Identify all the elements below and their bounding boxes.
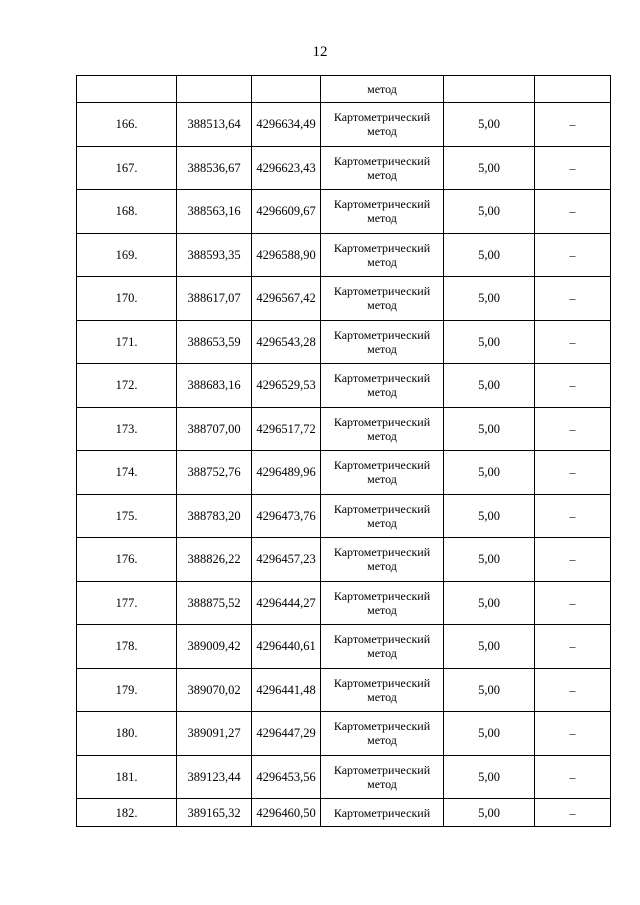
- cell-x: 389070,02: [177, 668, 252, 712]
- cell-y: 4296489,96: [252, 451, 321, 495]
- cell-note: –: [535, 755, 611, 799]
- cell-method: Картометрический метод: [321, 146, 444, 190]
- cell-number: 167.: [77, 146, 177, 190]
- cell-method: Картометрический метод: [321, 190, 444, 234]
- cell-x: 389123,44: [177, 755, 252, 799]
- cell-number: 182.: [77, 799, 177, 827]
- table-row: [77, 581, 611, 625]
- table-row: [77, 320, 611, 364]
- cell-x: 389165,32: [177, 799, 252, 827]
- cell-method: Картометрический метод: [321, 755, 444, 799]
- coordinates-table-body: [77, 76, 611, 827]
- cell-note: –: [535, 581, 611, 625]
- cell-note: –: [535, 277, 611, 321]
- table-row: [77, 190, 611, 234]
- page-number: 12: [312, 44, 328, 60]
- cell-note: –: [535, 494, 611, 538]
- cell-precision: 5,00: [444, 103, 535, 147]
- cell-number: 175.: [77, 494, 177, 538]
- cell-note: –: [535, 146, 611, 190]
- cell-x: 388536,67: [177, 146, 252, 190]
- table-row: [77, 799, 611, 827]
- cell-x: 388707,00: [177, 407, 252, 451]
- cell-y: 4296634,49: [252, 103, 321, 147]
- cell-note: –: [535, 799, 611, 827]
- cell-x: 388783,20: [177, 494, 252, 538]
- cell-note: –: [535, 668, 611, 712]
- cell-x: 389009,42: [177, 625, 252, 669]
- cell-method: Картометрический метод: [321, 320, 444, 364]
- cell-method: Картометрический метод: [321, 712, 444, 756]
- cell-precision: 5,00: [444, 190, 535, 234]
- cell-method: Картометрический метод: [321, 494, 444, 538]
- cell-precision: 5,00: [444, 451, 535, 495]
- cell-y: 4296447,29: [252, 712, 321, 756]
- cell-note: –: [535, 364, 611, 408]
- table-row: [77, 712, 611, 756]
- cell-x: 388752,76: [177, 451, 252, 495]
- table-row: [77, 233, 611, 277]
- cell-y: 4296588,90: [252, 233, 321, 277]
- cell-method: Картометрический метод: [321, 451, 444, 495]
- cell-method: Картометрический: [321, 799, 444, 827]
- cell-y: 4296567,42: [252, 277, 321, 321]
- cell-x: 388875,52: [177, 581, 252, 625]
- cell-precision: 5,00: [444, 668, 535, 712]
- table-row: [77, 625, 611, 669]
- cell-precision: 5,00: [444, 581, 535, 625]
- cell-y: 4296517,72: [252, 407, 321, 451]
- cell-number: 169.: [77, 233, 177, 277]
- cell-number: 170.: [77, 277, 177, 321]
- cell-precision: 5,00: [444, 799, 535, 827]
- cell-number: 172.: [77, 364, 177, 408]
- cell-note: –: [535, 190, 611, 234]
- cell-method: Картометрический метод: [321, 538, 444, 582]
- cell-y: [252, 76, 321, 103]
- cell-y: 4296460,50: [252, 799, 321, 827]
- cell-note: –: [535, 625, 611, 669]
- cell-x: 388617,07: [177, 277, 252, 321]
- cell-note: –: [535, 712, 611, 756]
- cell-method: Картометрический метод: [321, 103, 444, 147]
- cell-y: 4296623,43: [252, 146, 321, 190]
- cell-number: 180.: [77, 712, 177, 756]
- cell-y: 4296609,67: [252, 190, 321, 234]
- cell-y: 4296444,27: [252, 581, 321, 625]
- table-row: [77, 277, 611, 321]
- cell-method: Картометрический метод: [321, 581, 444, 625]
- cell-x: 389091,27: [177, 712, 252, 756]
- cell-precision: 5,00: [444, 755, 535, 799]
- table-row: [77, 668, 611, 712]
- cell-x: 388653,59: [177, 320, 252, 364]
- cell-x: 388683,16: [177, 364, 252, 408]
- cell-number: 174.: [77, 451, 177, 495]
- cell-x: 388563,16: [177, 190, 252, 234]
- table-row: [77, 451, 611, 495]
- cell-number: 176.: [77, 538, 177, 582]
- cell-precision: 5,00: [444, 538, 535, 582]
- cell-note: [535, 76, 611, 103]
- cell-precision: [444, 76, 535, 103]
- continuation-row: [77, 76, 611, 103]
- cell-x: [177, 76, 252, 103]
- cell-y: 4296441,48: [252, 668, 321, 712]
- cell-precision: 5,00: [444, 712, 535, 756]
- cell-number: 173.: [77, 407, 177, 451]
- cell-note: –: [535, 538, 611, 582]
- cell-number: 178.: [77, 625, 177, 669]
- cell-note: –: [535, 320, 611, 364]
- cell-note: –: [535, 407, 611, 451]
- cell-number: 179.: [77, 668, 177, 712]
- table-row: [77, 538, 611, 582]
- cell-number: 171.: [77, 320, 177, 364]
- cell-y: 4296440,61: [252, 625, 321, 669]
- cell-precision: 5,00: [444, 407, 535, 451]
- table-row: [77, 146, 611, 190]
- cell-number: [77, 76, 177, 103]
- coordinates-table: [76, 75, 611, 827]
- cell-method: Картометрический метод: [321, 277, 444, 321]
- table-row: [77, 755, 611, 799]
- cell-precision: 5,00: [444, 494, 535, 538]
- cell-x: 388593,35: [177, 233, 252, 277]
- cell-precision: 5,00: [444, 625, 535, 669]
- cell-number: 177.: [77, 581, 177, 625]
- cell-method: Картометрический метод: [321, 364, 444, 408]
- cell-y: 4296473,76: [252, 494, 321, 538]
- cell-x: 388826,22: [177, 538, 252, 582]
- cell-precision: 5,00: [444, 233, 535, 277]
- cell-note: –: [535, 451, 611, 495]
- cell-precision: 5,00: [444, 146, 535, 190]
- cell-number: 181.: [77, 755, 177, 799]
- cell-precision: 5,00: [444, 364, 535, 408]
- cell-method: Картометрический метод: [321, 407, 444, 451]
- cell-note: –: [535, 233, 611, 277]
- cell-x: 388513,64: [177, 103, 252, 147]
- cell-y: 4296457,23: [252, 538, 321, 582]
- cell-number: 168.: [77, 190, 177, 234]
- cell-y: 4296543,28: [252, 320, 321, 364]
- table-row: [77, 494, 611, 538]
- cell-method: Картометрический метод: [321, 233, 444, 277]
- cell-precision: 5,00: [444, 320, 535, 364]
- cell-method: метод: [321, 76, 444, 103]
- table-row: [77, 103, 611, 147]
- table-row: [77, 364, 611, 408]
- cell-y: 4296453,56: [252, 755, 321, 799]
- cell-number: 166.: [77, 103, 177, 147]
- cell-method: Картометрический метод: [321, 625, 444, 669]
- cell-y: 4296529,53: [252, 364, 321, 408]
- cell-precision: 5,00: [444, 277, 535, 321]
- table-row: [77, 407, 611, 451]
- cell-method: Картометрический метод: [321, 668, 444, 712]
- cell-note: –: [535, 103, 611, 147]
